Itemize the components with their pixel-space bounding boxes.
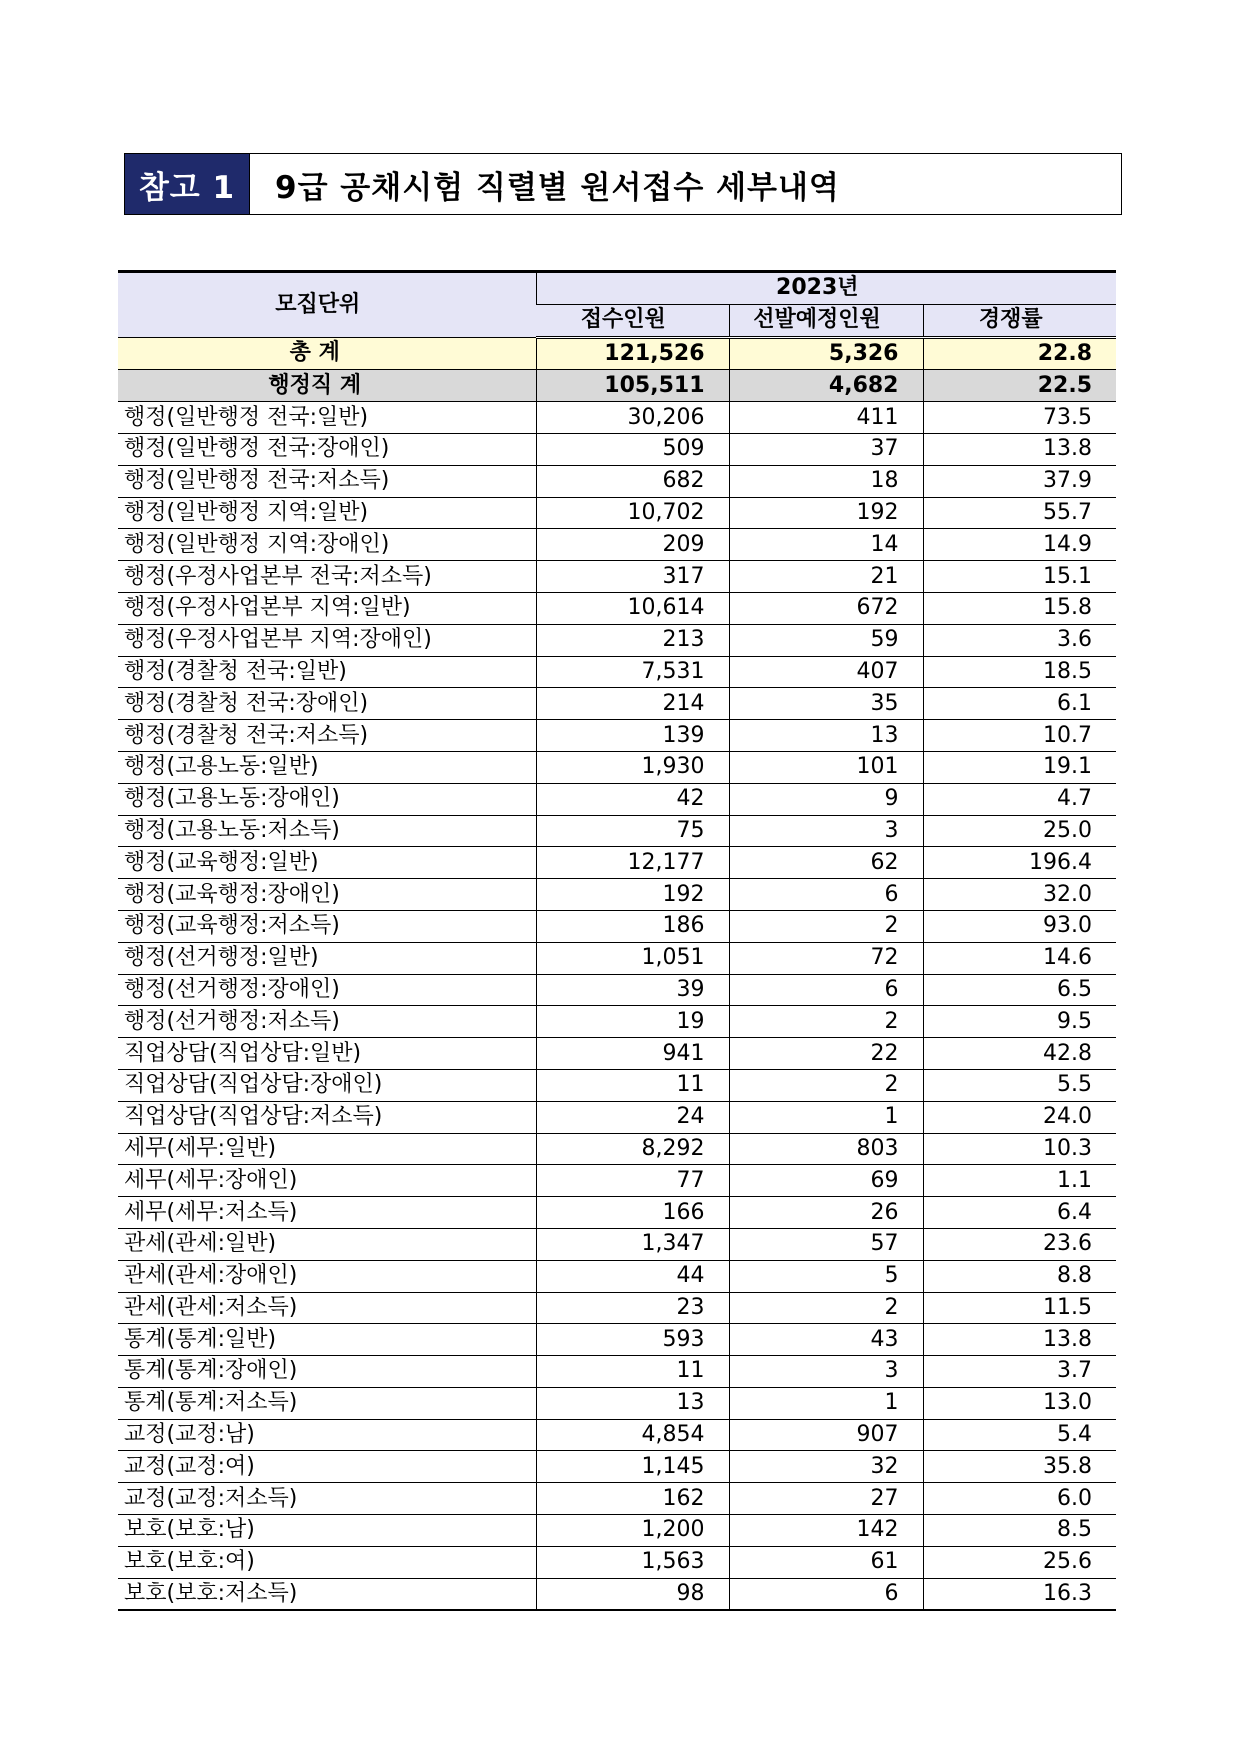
row-applicants: 1,930 bbox=[536, 751, 729, 783]
row-applicants: 209 bbox=[536, 529, 729, 561]
table-row bbox=[118, 974, 1116, 1006]
row-applicants: 42 bbox=[536, 783, 729, 815]
table-row bbox=[118, 1006, 1116, 1038]
table-row bbox=[118, 1133, 1116, 1165]
row-planned: 37 bbox=[729, 433, 923, 465]
row-applicants: 1,051 bbox=[536, 942, 729, 974]
row-planned: 1 bbox=[729, 1101, 923, 1133]
row-ratio: 16.3 bbox=[923, 1578, 1116, 1610]
row-ratio: 35.8 bbox=[923, 1451, 1116, 1483]
row-name: 행정(일반행정 전국:장애인) bbox=[118, 433, 536, 465]
header-ratio: 경쟁률 bbox=[923, 304, 1116, 337]
subtotal-applicants: 105,511 bbox=[536, 370, 729, 402]
row-applicants: 1,347 bbox=[536, 1228, 729, 1260]
row-applicants: 941 bbox=[536, 1038, 729, 1070]
row-ratio: 25.6 bbox=[923, 1546, 1116, 1578]
table-row bbox=[118, 1292, 1116, 1324]
row-ratio: 1.1 bbox=[923, 1165, 1116, 1197]
row-ratio: 9.5 bbox=[923, 1006, 1116, 1038]
table-row bbox=[118, 1451, 1116, 1483]
table-header bbox=[118, 272, 1116, 338]
row-ratio: 6.4 bbox=[923, 1197, 1116, 1229]
row-planned: 192 bbox=[729, 497, 923, 529]
row-applicants: 162 bbox=[536, 1483, 729, 1515]
row-name: 보호(보호:저소득) bbox=[118, 1578, 536, 1610]
subtotal-name: 행정직 계 bbox=[118, 370, 536, 402]
page-title: 9급 공채시험 직렬별 원서접수 세부내역 bbox=[275, 169, 840, 206]
row-ratio: 11.5 bbox=[923, 1292, 1116, 1324]
row-name: 세무(세무:일반) bbox=[118, 1133, 536, 1165]
table-row bbox=[118, 910, 1116, 942]
row-ratio: 13.8 bbox=[923, 1324, 1116, 1356]
row-ratio: 14.9 bbox=[923, 529, 1116, 561]
row-name: 행정(선거행정:일반) bbox=[118, 942, 536, 974]
row-ratio: 3.7 bbox=[923, 1356, 1116, 1388]
table-row bbox=[118, 879, 1116, 911]
header-year: 2023년 bbox=[536, 272, 1116, 305]
row-name: 직업상담(직업상담:장애인) bbox=[118, 1069, 536, 1101]
header-planned: 선발예정인원 bbox=[729, 304, 923, 337]
table-row bbox=[118, 433, 1116, 465]
row-applicants: 98 bbox=[536, 1578, 729, 1610]
row-applicants: 166 bbox=[536, 1197, 729, 1229]
row-planned: 59 bbox=[729, 624, 923, 656]
reference-label: 참고 1 bbox=[125, 154, 249, 214]
table-row bbox=[118, 1515, 1116, 1547]
row-applicants: 8,292 bbox=[536, 1133, 729, 1165]
header-applicants: 접수인원 bbox=[536, 304, 729, 337]
row-applicants: 13 bbox=[536, 1387, 729, 1419]
row-applicants: 30,206 bbox=[536, 402, 729, 434]
row-planned: 407 bbox=[729, 656, 923, 688]
row-ratio: 5.4 bbox=[923, 1419, 1116, 1451]
row-ratio: 23.6 bbox=[923, 1228, 1116, 1260]
table-row bbox=[118, 783, 1116, 815]
row-applicants: 75 bbox=[536, 815, 729, 847]
row-planned: 1 bbox=[729, 1387, 923, 1419]
row-ratio: 6.0 bbox=[923, 1483, 1116, 1515]
table-row bbox=[118, 1038, 1116, 1070]
table-row bbox=[118, 497, 1116, 529]
row-name: 통계(통계:일반) bbox=[118, 1324, 536, 1356]
table-row bbox=[118, 720, 1116, 752]
row-name: 보호(보호:여) bbox=[118, 1546, 536, 1578]
row-applicants: 214 bbox=[536, 688, 729, 720]
row-applicants: 19 bbox=[536, 1006, 729, 1038]
table-row bbox=[118, 1165, 1116, 1197]
table-body bbox=[118, 337, 1116, 1610]
table-row bbox=[118, 1483, 1116, 1515]
row-planned: 13 bbox=[729, 720, 923, 752]
row-planned: 2 bbox=[729, 1006, 923, 1038]
row-applicants: 10,702 bbox=[536, 497, 729, 529]
row-ratio: 42.8 bbox=[923, 1038, 1116, 1070]
total-planned: 5,326 bbox=[729, 337, 923, 370]
row-name: 행정(고용노동:저소득) bbox=[118, 815, 536, 847]
row-name: 행정(경찰청 전국:장애인) bbox=[118, 688, 536, 720]
row-applicants: 1,145 bbox=[536, 1451, 729, 1483]
row-name: 행정(고용노동:장애인) bbox=[118, 783, 536, 815]
table-row bbox=[118, 592, 1116, 624]
row-name: 행정(일반행정 지역:일반) bbox=[118, 497, 536, 529]
row-applicants: 11 bbox=[536, 1069, 729, 1101]
row-planned: 5 bbox=[729, 1260, 923, 1292]
row-planned: 2 bbox=[729, 1292, 923, 1324]
row-ratio: 37.9 bbox=[923, 465, 1116, 497]
row-planned: 62 bbox=[729, 847, 923, 879]
table-row bbox=[118, 847, 1116, 879]
total-applicants: 121,526 bbox=[536, 337, 729, 370]
row-planned: 43 bbox=[729, 1324, 923, 1356]
row-planned: 69 bbox=[729, 1165, 923, 1197]
row-ratio: 14.6 bbox=[923, 942, 1116, 974]
row-applicants: 23 bbox=[536, 1292, 729, 1324]
row-name: 행정(교육행정:일반) bbox=[118, 847, 536, 879]
row-planned: 9 bbox=[729, 783, 923, 815]
row-name: 행정(일반행정 지역:장애인) bbox=[118, 529, 536, 561]
total-name: 총 계 bbox=[118, 337, 536, 370]
table-row bbox=[118, 1578, 1116, 1610]
row-planned: 672 bbox=[729, 592, 923, 624]
row-ratio: 15.8 bbox=[923, 592, 1116, 624]
table-row bbox=[118, 1387, 1116, 1419]
row-name: 행정(선거행정:저소득) bbox=[118, 1006, 536, 1038]
row-planned: 22 bbox=[729, 1038, 923, 1070]
row-planned: 142 bbox=[729, 1515, 923, 1547]
row-name: 행정(경찰청 전국:저소득) bbox=[118, 720, 536, 752]
row-planned: 3 bbox=[729, 1356, 923, 1388]
row-ratio: 8.5 bbox=[923, 1515, 1116, 1547]
row-applicants: 317 bbox=[536, 561, 729, 593]
row-ratio: 4.7 bbox=[923, 783, 1116, 815]
row-ratio: 196.4 bbox=[923, 847, 1116, 879]
subtotal-planned: 4,682 bbox=[729, 370, 923, 402]
row-name: 행정(우정사업본부 전국:저소득) bbox=[118, 561, 536, 593]
total-ratio: 22.8 bbox=[923, 337, 1116, 370]
row-planned: 6 bbox=[729, 1578, 923, 1610]
row-ratio: 3.6 bbox=[923, 624, 1116, 656]
row-planned: 72 bbox=[729, 942, 923, 974]
row-applicants: 682 bbox=[536, 465, 729, 497]
row-name: 행정(일반행정 전국:일반) bbox=[118, 402, 536, 434]
row-planned: 57 bbox=[729, 1228, 923, 1260]
table-row bbox=[118, 1260, 1116, 1292]
table-row bbox=[118, 751, 1116, 783]
row-name: 통계(통계:장애인) bbox=[118, 1356, 536, 1388]
table-row bbox=[118, 1228, 1116, 1260]
row-ratio: 5.5 bbox=[923, 1069, 1116, 1101]
row-ratio: 32.0 bbox=[923, 879, 1116, 911]
title-box bbox=[124, 153, 1122, 215]
row-ratio: 15.1 bbox=[923, 561, 1116, 593]
row-applicants: 139 bbox=[536, 720, 729, 752]
row-planned: 32 bbox=[729, 1451, 923, 1483]
row-ratio: 19.1 bbox=[923, 751, 1116, 783]
row-name: 행정(경찰청 전국:일반) bbox=[118, 656, 536, 688]
row-applicants: 192 bbox=[536, 879, 729, 911]
row-name: 직업상담(직업상담:일반) bbox=[118, 1038, 536, 1070]
row-name: 세무(세무:저소득) bbox=[118, 1197, 536, 1229]
row-applicants: 186 bbox=[536, 910, 729, 942]
subtotal-ratio: 22.5 bbox=[923, 370, 1116, 402]
table-row bbox=[118, 1419, 1116, 1451]
row-name: 교정(교정:저소득) bbox=[118, 1483, 536, 1515]
row-ratio: 25.0 bbox=[923, 815, 1116, 847]
row-applicants: 77 bbox=[536, 1165, 729, 1197]
row-applicants: 1,563 bbox=[536, 1546, 729, 1578]
row-planned: 35 bbox=[729, 688, 923, 720]
row-planned: 21 bbox=[729, 561, 923, 593]
row-applicants: 213 bbox=[536, 624, 729, 656]
row-planned: 27 bbox=[729, 1483, 923, 1515]
row-ratio: 13.0 bbox=[923, 1387, 1116, 1419]
row-planned: 26 bbox=[729, 1197, 923, 1229]
application-table bbox=[118, 270, 1116, 1611]
row-applicants: 12,177 bbox=[536, 847, 729, 879]
header-unit: 모집단위 bbox=[118, 272, 536, 338]
row-applicants: 509 bbox=[536, 433, 729, 465]
total-row bbox=[118, 337, 1116, 370]
row-ratio: 8.8 bbox=[923, 1260, 1116, 1292]
row-applicants: 10,614 bbox=[536, 592, 729, 624]
subtotal-row bbox=[118, 370, 1116, 402]
row-ratio: 24.0 bbox=[923, 1101, 1116, 1133]
row-name: 관세(관세:저소득) bbox=[118, 1292, 536, 1324]
row-planned: 411 bbox=[729, 402, 923, 434]
table-row bbox=[118, 688, 1116, 720]
row-name: 행정(고용노동:일반) bbox=[118, 751, 536, 783]
row-applicants: 24 bbox=[536, 1101, 729, 1133]
row-planned: 3 bbox=[729, 815, 923, 847]
row-name: 교정(교정:남) bbox=[118, 1419, 536, 1451]
row-ratio: 18.5 bbox=[923, 656, 1116, 688]
table-row bbox=[118, 815, 1116, 847]
row-ratio: 6.5 bbox=[923, 974, 1116, 1006]
row-planned: 803 bbox=[729, 1133, 923, 1165]
row-name: 행정(일반행정 전국:저소득) bbox=[118, 465, 536, 497]
row-applicants: 593 bbox=[536, 1324, 729, 1356]
table-row bbox=[118, 624, 1116, 656]
table-row bbox=[118, 402, 1116, 434]
row-planned: 6 bbox=[729, 879, 923, 911]
row-planned: 14 bbox=[729, 529, 923, 561]
row-ratio: 10.7 bbox=[923, 720, 1116, 752]
row-ratio: 10.3 bbox=[923, 1133, 1116, 1165]
table-row bbox=[118, 1324, 1116, 1356]
row-applicants: 7,531 bbox=[536, 656, 729, 688]
row-planned: 18 bbox=[729, 465, 923, 497]
row-ratio: 55.7 bbox=[923, 497, 1116, 529]
table-row bbox=[118, 656, 1116, 688]
table-row bbox=[118, 1069, 1116, 1101]
row-name: 보호(보호:남) bbox=[118, 1515, 536, 1547]
table-row bbox=[118, 529, 1116, 561]
table-row bbox=[118, 1546, 1116, 1578]
row-name: 행정(선거행정:장애인) bbox=[118, 974, 536, 1006]
row-name: 행정(교육행정:장애인) bbox=[118, 879, 536, 911]
row-name: 행정(교육행정:저소득) bbox=[118, 910, 536, 942]
row-applicants: 1,200 bbox=[536, 1515, 729, 1547]
row-ratio: 6.1 bbox=[923, 688, 1116, 720]
row-ratio: 73.5 bbox=[923, 402, 1116, 434]
table-row bbox=[118, 1356, 1116, 1388]
row-name: 행정(우정사업본부 지역:장애인) bbox=[118, 624, 536, 656]
row-planned: 6 bbox=[729, 974, 923, 1006]
table-row bbox=[118, 561, 1116, 593]
row-planned: 101 bbox=[729, 751, 923, 783]
table-row bbox=[118, 465, 1116, 497]
row-name: 관세(관세:장애인) bbox=[118, 1260, 536, 1292]
row-applicants: 4,854 bbox=[536, 1419, 729, 1451]
row-applicants: 11 bbox=[536, 1356, 729, 1388]
row-name: 교정(교정:여) bbox=[118, 1451, 536, 1483]
row-ratio: 93.0 bbox=[923, 910, 1116, 942]
row-ratio: 13.8 bbox=[923, 433, 1116, 465]
row-name: 세무(세무:장애인) bbox=[118, 1165, 536, 1197]
table-row bbox=[118, 1197, 1116, 1229]
table-row bbox=[118, 1101, 1116, 1133]
row-planned: 2 bbox=[729, 1069, 923, 1101]
table-row bbox=[118, 942, 1116, 974]
row-name: 통계(통계:저소득) bbox=[118, 1387, 536, 1419]
row-applicants: 44 bbox=[536, 1260, 729, 1292]
row-applicants: 39 bbox=[536, 974, 729, 1006]
row-name: 관세(관세:일반) bbox=[118, 1228, 536, 1260]
row-name: 행정(우정사업본부 지역:일반) bbox=[118, 592, 536, 624]
row-planned: 61 bbox=[729, 1546, 923, 1578]
row-name: 직업상담(직업상담:저소득) bbox=[118, 1101, 536, 1133]
row-planned: 2 bbox=[729, 910, 923, 942]
row-planned: 907 bbox=[729, 1419, 923, 1451]
